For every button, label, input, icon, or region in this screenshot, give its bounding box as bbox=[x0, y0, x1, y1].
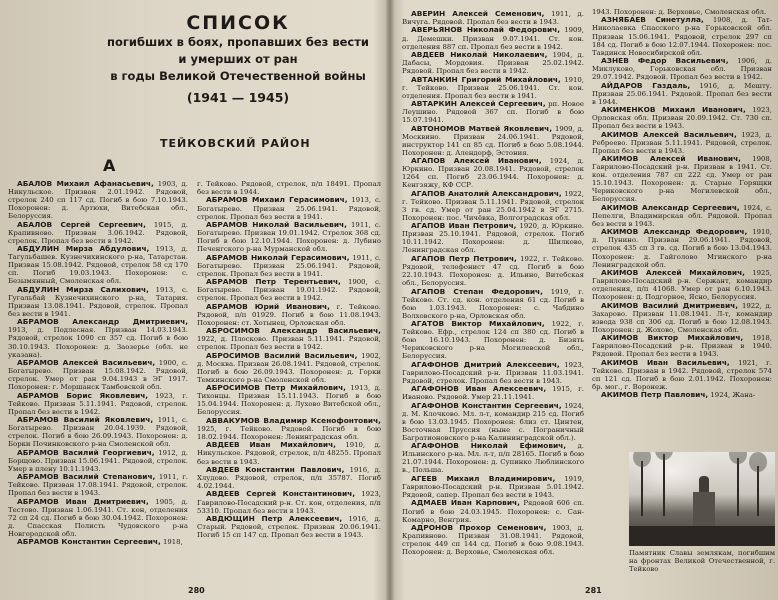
casualty-name: АБРАМОВ Алексей Васильевич, bbox=[17, 357, 156, 367]
casualty-details: 1913, с. Гугальбай Кузнечихинского р-на, Татария. Призван 13.08.1941. Рядовой, стрелок. Пропал без вести в 1941. bbox=[8, 285, 188, 318]
casualty-entry bbox=[402, 51, 584, 75]
casualty-details: 1916, д. Старый. Рядовой, стрелок. Призван 20.06.1941. Погиб 15 сп 147 сд. Пропал без вести в 1943. bbox=[197, 515, 381, 540]
casualty-name: АКИМОВ Василий Дмитриевич, bbox=[601, 300, 739, 310]
casualty-entry bbox=[8, 221, 188, 245]
photo-tree bbox=[737, 458, 739, 516]
casualty-name: АКИМОВ Петр Павлович, bbox=[601, 390, 709, 400]
casualty-name: АБДУЛИН Мирза Абдулович, bbox=[17, 244, 150, 254]
casualty-details: 1913, д. Тагульбашев. Кузнечихинского р-на, Татарстан. Призван 15.08.1942. Рядовой, стрелок 58 сд 170 сп. Погиб 19.03.1943. Похоронен: с. Безымянный, Смоленская обл. bbox=[8, 245, 188, 286]
casualty-name: АГАТОВ Виктор Михайлович, bbox=[411, 319, 545, 329]
casualty-entry bbox=[402, 100, 584, 124]
district-heading: ТЕЙКОВСКИЙ РАЙОН bbox=[160, 137, 311, 150]
casualty-entry bbox=[592, 57, 772, 81]
casualty-entry bbox=[197, 515, 381, 539]
casualty-name: АВЕРИН Алексей Семенович, bbox=[411, 9, 545, 18]
casualty-details: 1900, с. Богатырево. Призван 19.01.1942. Рядовой, стрелок. Пропал без вести в 1942. bbox=[197, 278, 381, 303]
casualty-details: 1903, д. Крапивново. Призван 31.08.1941. Рядовой, стрелок 449 сп 144 сд. Погиб в бою 9.08.1943. Похоронен: д. Верховье, Смоленская обл. bbox=[402, 523, 584, 557]
right-column-1 bbox=[402, 10, 584, 557]
casualty-entry bbox=[402, 385, 584, 401]
casualty-details: 1924, Жана- bbox=[710, 391, 756, 400]
casualty-entry bbox=[402, 222, 584, 254]
casualty-entry bbox=[402, 288, 584, 320]
casualty-entry bbox=[592, 228, 772, 268]
casualty-details: 1918, Гаврилово-Посадский р-н. Призван в 1940. Рядовой. Пропал без вести в 1943. bbox=[592, 334, 772, 359]
casualty-name: АГЕЕВ Михаил Владимирович, bbox=[411, 473, 556, 483]
casualty-entry bbox=[402, 157, 584, 189]
casualty-name: АВДЕЕВ Иван Михайлович, bbox=[206, 440, 336, 450]
right-column-2 bbox=[592, 8, 772, 400]
casualty-entry bbox=[592, 334, 772, 358]
casualty-details: 1908, Гаврилово-Посадский р-н. Призван в 1941. Ст. кон. отделения 787 сп 222 сд. Умер от ран 15.10.1943. Похоронен: д. Старые Горящки Чериковского р-на Могилевской обл., Белоруссия. bbox=[592, 155, 772, 204]
casualty-entry bbox=[8, 416, 188, 448]
casualty-entry bbox=[592, 269, 772, 301]
casualty-entry bbox=[197, 384, 381, 416]
casualty-details: 1924, с. Пепелги, Владимирская обл. Рядовой. Пропал без вести в 1943. bbox=[592, 203, 772, 228]
casualty-details: 1911, д. Вичуга. Рядовой. Пропал без вести в 1943. bbox=[402, 10, 584, 27]
casualty-details: 1911, с. Богатырево. Призван 25.06.1941. Рядовой, стрелок. Пропал без вести в 1941. bbox=[197, 253, 381, 278]
casualty-name: АГАПОВ Алексей Иванович, bbox=[411, 156, 542, 166]
casualty-entry bbox=[197, 441, 381, 465]
casualty-name: АВВАКУМОВ Владимир Ксенофонтович, bbox=[206, 415, 381, 425]
casualty-details: 1923, Гаврилово-Посадский р-н. Призван 11.03.1941. Рядовой, стрелок. Пропал без вести в 1943. bbox=[402, 360, 584, 385]
casualty-entry bbox=[197, 303, 381, 327]
casualty-details: 1916, д. Мешту. Призван 25.06.1941. Рядовой. Пропал без вести в 1944. bbox=[592, 81, 772, 106]
casualty-details: 1922, г. Тейково. Ефр., стрелок 124 сп 380 сд. Погиб в бою 16.10.1943. Похоронен: д. Бизять Чериковского р-на Могилевской обл., Белоруссия. bbox=[402, 320, 584, 361]
casualty-name: АКИМОВ Александр Сергеевич, bbox=[601, 202, 740, 212]
casualty-details: 1920, д. Юркино. Призван 25.10.1941. Рядовой, стрелок. Погиб 10.11.1942. Похоронен: д. Шилково, Ленинградская обл. bbox=[402, 222, 584, 255]
casualty-details: 1924, д. М. Клочково. Мл. л-т, командир 215 сд. Погиб в бою 13.03.1945. Похоронен: близ ст. Цинтен, Восточная Пруссия (ныне с. Пограничный Багратионовского р-на Калининградской обл.). bbox=[402, 401, 584, 442]
casualty-entry bbox=[8, 498, 188, 538]
casualty-entry bbox=[402, 475, 584, 499]
casualty-entry bbox=[8, 359, 188, 391]
casualty-details: г. Тейково. Рядовой, п/п 01929. Погиб в бою 11.08.1943. Похоронен: ст. Хотынец, Орловская обл. bbox=[197, 302, 381, 327]
casualty-details: 1905, д. Тестово. Призван 1.06.1941. Ст. кон, отделения 72 сп 24 сд. Погиб в бою 30.04.1942. Похоронен: д. Спасская Полисть Чудовского р-на Новгородской обл. bbox=[8, 497, 188, 538]
casualty-name: АВТАНКИН Григорий Михайлович, bbox=[411, 74, 561, 84]
casualty-entry bbox=[197, 352, 381, 384]
casualty-details: 1900, с. Богатырево. Призван 15.08.1942. Рядовой, стрелок. Умер от ран 9.04.1943 в ЭГ 1917. Похоронен: г. Моршанск Тамбовской обл. bbox=[8, 358, 188, 392]
casualty-name: АКИМОВ Алексей Михайлович, bbox=[601, 268, 745, 278]
casualty-name: АБРАМОВ Константин Сергеевич, bbox=[17, 537, 161, 547]
casualty-entry bbox=[197, 196, 381, 220]
casualty-entry bbox=[592, 106, 772, 130]
subtitle-line-1: погибших в боях, пропавших без вести bbox=[107, 35, 369, 49]
casualty-name: АДМАЕВ Иван Карпович, bbox=[411, 498, 520, 508]
casualty-name: АДРОНОВ Прохор Семенович, bbox=[411, 522, 547, 532]
casualty-details: 1923, г. Тейково. Призван 5.11.1941. Рядовой, стрелок. Пропал без вести в 1942. bbox=[8, 391, 188, 416]
casualty-details: 1925, Гаврилово-Посадский р-н. Сержант, командир отделения, п/п 41068. Умер от ран 6.10.1943. Похоронен: д. Подгорное, Ясно, Белоруссия. bbox=[592, 269, 772, 302]
casualty-details: 1925, г. Тейково. Рядовой. Погиб в бою 18.02.1944. Похоронен: Ленинградская обл. bbox=[197, 424, 381, 441]
casualty-name: АБРАМОВ Иван Дмитриевич, bbox=[17, 496, 149, 506]
casualty-name: АЗНЕВ Федор Васильевич, bbox=[601, 56, 729, 66]
casualty-name: АВДЮЩИН Петр Алексеевич, bbox=[206, 514, 343, 523]
casualty-name: АВТАРКИН Алексей Сергеевич, bbox=[411, 99, 546, 109]
casualty-details: 1915, д. Крапивново. Призван 3.06.1942. Рядовой, стрелок. Пропал без вести в 1942. bbox=[8, 220, 188, 245]
casualty-details: 1915, г. Иваново. Рядовой. Умер 21.11.1941. bbox=[402, 385, 584, 402]
years-range: (1941 — 1945) bbox=[186, 90, 290, 105]
casualty-details: 1909, д. Демешки. Призван 9.07.1941. Ст. кон. отделения 887 сп. Пропал без вести в 1942. bbox=[402, 26, 584, 51]
casualty-details: 1924, д. Юркино. Призван 20.08.1941. Рядовой, стрелок 1264 сп. Погиб 23.06.1944. Похоронен: д. Кенгзяжу, КФ ССР. bbox=[402, 157, 584, 190]
casualty-entry bbox=[592, 391, 772, 399]
photo-tree bbox=[641, 461, 643, 516]
casualty-details: 1921, г. Тейково. Призван в 1942. Рядовой, стрелок 574 сп 121 сд. Погиб в бою 2.01.1942. Похоронен: бр. мог., г. Воронеж. bbox=[592, 358, 772, 391]
photo-monument bbox=[693, 492, 715, 528]
casualty-details: 1910, д. Никульское. Рядовой, стрелок, п/п 48255. Пропал без вести в 1943. bbox=[197, 441, 381, 466]
casualty-name: АКИМЕНКОВ Михаил Иванович, bbox=[601, 105, 746, 115]
casualty-entry bbox=[8, 473, 188, 497]
casualty-entry bbox=[8, 318, 188, 358]
casualty-details: 1910, д. Пунино. Призван 29.06.1941. Рядовой, стрелок 435 сп 3 гв. сд. Погиб в бою 13.04.1943. Похоронен: д. Гайголово Мгинского р-на Ленинградской обл. bbox=[592, 228, 772, 269]
casualty-details: Рядовой 606 сп. Погиб в бою 24.03.1945. Похоронен: с. Сан-Комарно, Венгрия. bbox=[402, 499, 584, 524]
left-column-1 bbox=[8, 180, 188, 547]
casualty-details: 1918, bbox=[163, 538, 183, 547]
casualty-name: АКИМОВ Виктор Михайлович, bbox=[601, 333, 744, 343]
casualty-details: 1911, г. Тейково. Призван 17.08.1941. Рядовой, стрелок. Пропал без вести в 1943. bbox=[8, 473, 188, 498]
casualty-name: АВДЕЕВ Сергей Константинович, bbox=[206, 489, 356, 499]
casualty-name: АКИМОВ Алексей Васильевич, bbox=[601, 129, 737, 139]
casualty-name: АГАПОВ Петр Петрович, bbox=[411, 253, 517, 263]
casualty-name: АВДЕЕВ Константин Павлович, bbox=[206, 464, 345, 474]
casualty-entry bbox=[197, 278, 381, 302]
casualty-name: АБДУЛИН Мирза Салихович, bbox=[17, 284, 149, 294]
casualty-entry bbox=[402, 524, 584, 556]
casualty-entry bbox=[402, 320, 584, 360]
left-page bbox=[0, 0, 388, 600]
casualty-entry bbox=[592, 204, 772, 228]
casualty-details: 1922, д. Захарово. Призван 11.08.1941. Л-т, командир взвода 938 сп 306 сд. Погиб в бою 12.08.1943. Похоронен: д. Жохово, Смоленская обл. bbox=[592, 301, 772, 334]
casualty-entry bbox=[8, 392, 188, 416]
casualty-entry bbox=[8, 538, 188, 546]
casualty-name: АГАПОВ Иван Петрович, bbox=[411, 221, 517, 231]
casualty-entry bbox=[197, 180, 381, 196]
casualty-name: АВЕРЬЯНОВ Николай Федорович, bbox=[411, 25, 561, 35]
casualty-name: АБРАМОВ Петр Терентьевич, bbox=[206, 277, 341, 287]
casualty-name: АЗНЯБАЕВ Синетулла, bbox=[601, 15, 704, 25]
photo-ground bbox=[629, 526, 775, 546]
casualty-name: АКИМОВ Александр Федорович, bbox=[601, 227, 748, 237]
casualty-entry bbox=[197, 221, 381, 253]
photo-caption: Памятник Славы землякам, погибшим на фронтах Великой Отечественной, г. Тейково bbox=[629, 549, 775, 573]
casualty-entry bbox=[197, 466, 381, 490]
casualty-entry bbox=[592, 131, 772, 155]
casualty-entry bbox=[8, 180, 188, 220]
casualty-entry bbox=[8, 245, 188, 285]
casualty-name: АБРАМОВ Николай Герасимович, bbox=[206, 252, 350, 262]
casualty-entry bbox=[402, 499, 584, 523]
casualty-entry bbox=[197, 254, 381, 278]
casualty-details: 1923, Гаврилово-Посадский р-н. Ст. кон, отделения, п/п 53310. Пропал без вести в 1943. bbox=[197, 490, 381, 515]
casualty-details: 1904, д. Дабасы, Мордовия. Призван 25.02.1942. Рядовой. Пропал без вести в 1942. bbox=[402, 51, 584, 76]
section-letter: А bbox=[103, 156, 116, 175]
page-number-left: 280 bbox=[188, 586, 205, 595]
monument-photo bbox=[629, 452, 775, 546]
casualty-details: 1913, д. Тихонцы. Призван 15.11.1943. Погиб в бою 15.04.1944. Похоронен: д. Лухово Витебской обл., Белоруссия. bbox=[197, 384, 381, 417]
casualty-details: 1919, Гаврилово-Посадский р-н. Призван 5.01.1942. Рядовой, сапер. Пропал без вести в 1943. bbox=[402, 474, 584, 500]
right-page bbox=[392, 0, 778, 600]
casualty-details: 1902, д. Москва. Призван 26.08.1941. Рядовой, стрелок. Погиб в бою 26.09.1943. Похоронен: д. Горки Темкинского р-на Смоленской обл. bbox=[197, 351, 381, 384]
casualty-name: АБАЛОВ Сергей Сергеевич, bbox=[17, 219, 146, 229]
casualty-name: АБРАМОВ Василий Степанович, bbox=[17, 472, 156, 482]
casualty-name: АГАПОВ Анатолий Александрович, bbox=[411, 188, 562, 198]
casualty-entry bbox=[402, 402, 584, 442]
casualty-name: АБРАМОВ Василий Георгиевич, bbox=[17, 447, 155, 457]
casualty-name: АБРАМОВ Юрий Иванович, bbox=[206, 301, 330, 311]
casualty-details: д. Ильинского р-на. Мл. л-т, п/п 28165. Погиб в бою 21.07.1944. Похоронен: д. Супинко Люблинского в., Польша. bbox=[402, 442, 584, 475]
title-block bbox=[88, 10, 388, 105]
casualty-entry bbox=[8, 449, 188, 473]
casualty-name: АГАФОНОВ Константин Сергеевич, bbox=[411, 400, 562, 410]
casualty-details: рп. Новое Леушино. Рядовой 367 сп. Погиб в бою 15.07.1941. bbox=[402, 100, 584, 125]
casualty-entry bbox=[402, 361, 584, 385]
casualty-entry bbox=[402, 190, 584, 222]
casualty-details: 1922, г. Тейково. Призван 5.11.1941. Рядовой, стрелок 3 гв. сд. Умер от ран 25.04.1942 в ЭГ 2715. Похоронен: пос. Чичёвка, Волгоградская обл. bbox=[402, 189, 584, 222]
photo-tree bbox=[757, 466, 759, 516]
casualty-name: АБРАМОВ Борис Яковлевич, bbox=[17, 390, 149, 400]
casualty-name: АКИМОВ Иван Васильевич, bbox=[601, 357, 730, 367]
casualty-details: 1923, д. Ребреево. Призван 5.11.1941. Рядовой, стрелок. Пропал без вести в 1943. bbox=[592, 130, 772, 155]
casualty-entry bbox=[402, 442, 584, 474]
casualty-details: 1919, г. Тейково. Ст. сд. кон. отделения 61 сд. Погиб в бою 1.03.1943. Похоронен: с. Чабдино Волховского р-на, Орловская обл. bbox=[402, 287, 585, 320]
casualty-entry bbox=[592, 302, 772, 334]
casualty-entry bbox=[592, 82, 772, 106]
casualty-entry bbox=[592, 16, 772, 56]
casualty-name: АГАФОНОВ Николай Ефимович, bbox=[411, 441, 567, 451]
casualty-entry bbox=[197, 490, 381, 514]
casualty-entry bbox=[402, 26, 584, 50]
subtitle-line-2: и умерших от ран bbox=[178, 52, 298, 66]
casualty-name: АЙДАРОВ Газдаль, bbox=[601, 80, 691, 90]
casualty-entry bbox=[402, 76, 584, 100]
casualty-entry bbox=[197, 417, 381, 441]
casualty-name: АБРАМОВ Николай Васильевич, bbox=[206, 220, 347, 230]
left-column-2 bbox=[197, 180, 381, 540]
casualty-name: АБРОСИМОВ Василий Васильевич, bbox=[206, 350, 358, 360]
casualty-details: 1913, с. Богатырево. Призван 25.06.1941. Рядовой, стрелок. Пропал без вести в 1941. bbox=[197, 196, 381, 221]
casualty-name: АБРОСИМОВ Петр Михайлович, bbox=[206, 383, 346, 393]
casualty-name: АБРАМОВ Михаил Герасимович, bbox=[206, 195, 348, 205]
subtitle-line-3: в годы Великой Отечественной войны bbox=[110, 69, 366, 83]
page-number-right: 281 bbox=[585, 586, 602, 595]
casualty-details: 1903, д. Никульское. Призван 2.01.1942. Рядовой, стрелок 240 сп 117 сд. Погиб в бою 7.10.1943. Похоронен: д. Артюхи, Витебская обл., Белоруссия. bbox=[8, 180, 188, 221]
photo-tree bbox=[663, 454, 665, 516]
casualty-name: АГАФОНОВ Дмитрий Алексеевич, bbox=[411, 359, 560, 369]
casualty-details: 1913, д. Подлесная. Призван 14.03.1943. Рядовой, стрелок 1090 сп 357 сд. Погиб в бою 30.10.1943. Похоронен: д. Заозерье (обл. не указана). bbox=[8, 326, 188, 359]
casualty-details: 1943. Похоронен: д. Верховье, Смоленская обл. bbox=[592, 8, 767, 16]
casualty-details: 1908, д. Тат-Николаевка Спасского р-на Горьковской обл. Призван 15.06.1941. Рядовой, стрелок 297 сп 184 сд. Погиб в бою 12.07.1944. Похоронен: пос. Тавдинск Новосибирской обл. bbox=[592, 16, 772, 57]
casualty-name: АКИМОВ Алексей Иванович, bbox=[601, 154, 741, 164]
casualty-entry bbox=[402, 255, 584, 287]
casualty-name: АБРАМОВ Александр Дмитриевич, bbox=[17, 317, 188, 327]
casualty-name: АГАПОВ Степан Федорович, bbox=[411, 286, 543, 296]
casualty-name: АБРОСИМОВ Александр Васильевич, bbox=[206, 326, 381, 336]
casualty-details: 1909, д. Москвино. Призван 24.06.1941. Рядовой, инструктор 141 сп 85 сд. Погиб в бою 5.08.1944. Похоронен: д. Алендорф, Эстония. bbox=[402, 124, 584, 157]
page-title: СПИСОК bbox=[186, 12, 290, 34]
casualty-entry bbox=[402, 10, 584, 26]
casualty-details: г. Тейково. Рядовой, стрелок, п/п 18491. Пропал без вести в 1944. bbox=[197, 180, 381, 197]
casualty-details: 1911, с. Богатырево. Призван 20.04.1939. Рядовой, стрелок. Погиб в бою 26.09.1943. Похоронен: д. Борки Починковского р-на Смоленской обл. bbox=[8, 416, 188, 449]
casualty-entry bbox=[592, 155, 772, 203]
casualty-name: АВТОНОМОВ Матвей Яковлевич, bbox=[411, 123, 553, 133]
casualty-name: АБРАМОВ Василий Яковлевич, bbox=[17, 415, 154, 425]
casualty-details: 1922, г. Тейково. Рядовой, телефонист 47 сд. Погиб в бою 22.10.1943. Похоронен: д. Ильино, Витебская обл., Белоруссия. bbox=[402, 254, 584, 288]
casualty-name: АВДЕЕВ Николай Николаевич, bbox=[411, 50, 548, 60]
casualty-entry bbox=[592, 359, 772, 391]
casualty-entry bbox=[402, 125, 584, 157]
casualty-details: 1911, с. Богатырево. Призван 19.01.1942. Стрелок 368 сд. Погиб в бою 12.10.1944. Похоронен: д. Лубино Печенгского р-на Мурманской обл. bbox=[197, 221, 381, 254]
casualty-details: 1912, д. Борщово. Призван 15.06.1941. Рядовой, стрелок. Умер в плену 10.11.1943. bbox=[8, 448, 188, 473]
casualty-details: 1923, Орловская обл. Призван 20.09.1942. Ст. 730 сп. Пропал без вести в 1943. bbox=[592, 106, 772, 131]
casualty-entry bbox=[8, 286, 188, 318]
casualty-details: 1922, д. Плосково. Призван 5.11.1941. Рядовой, стрелок. Пропал без вести в 1942. bbox=[197, 335, 381, 352]
casualty-name: АБАЛОВ Михаил Афанасьевич, bbox=[17, 179, 154, 188]
casualty-name: АГАФОНОВ Иван Алексеевич, bbox=[411, 384, 547, 394]
casualty-details: 1906, д. Миклуково, Горьковская обл. Призван 29.07.1942. Рядовой. Пропал без вести в 1942. bbox=[592, 57, 772, 82]
casualty-entry bbox=[197, 327, 381, 351]
casualty-details: 1916, д. Хлудово. Рядовой, стрелок, п/п 35787. Погиб 4.02.1944. bbox=[197, 465, 381, 491]
casualty-details: 1910, г. Тейково. Призван 25.06.1941. Ст. кон. отделения. Пропал без вести в 1941. bbox=[402, 75, 584, 100]
